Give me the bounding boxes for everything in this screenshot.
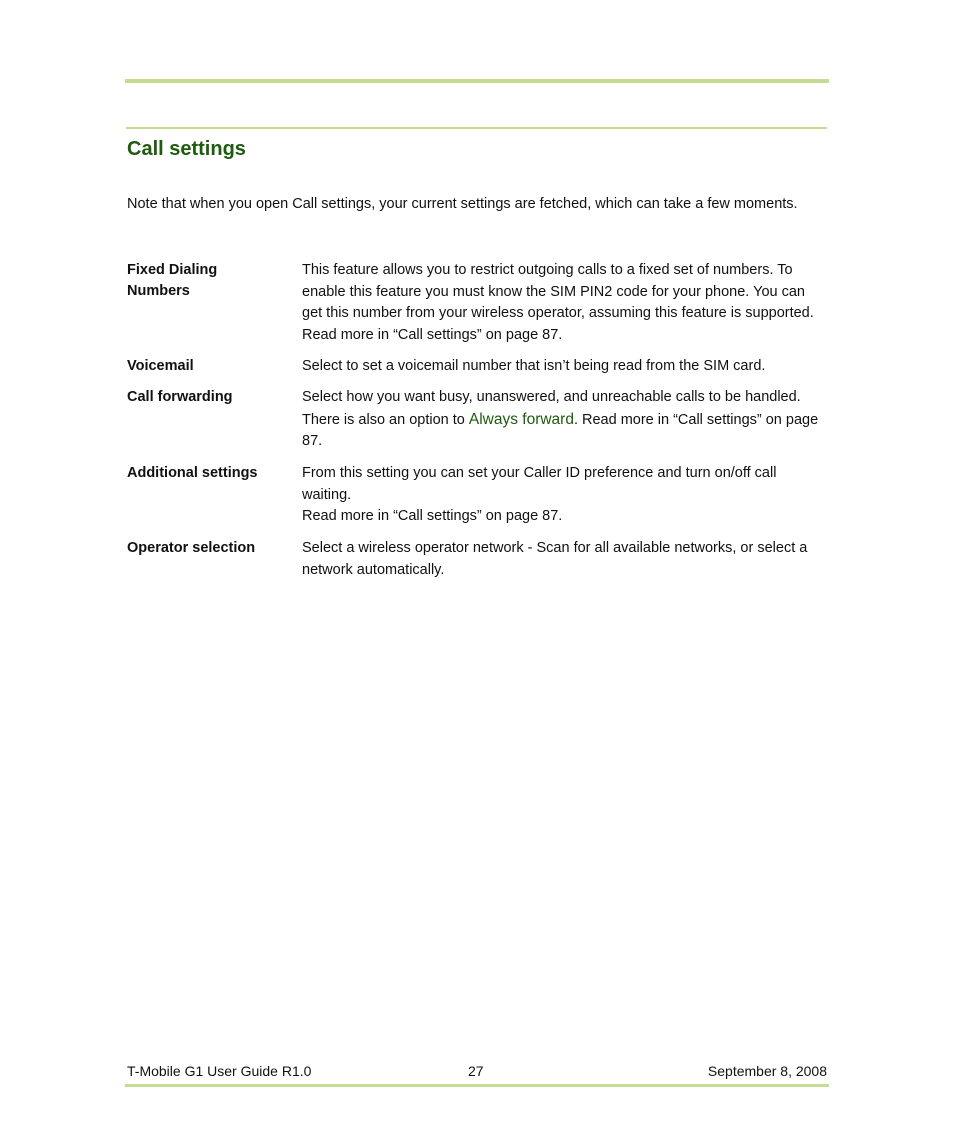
description-text: . Read more in “Call settings” on page 87. (302, 411, 819, 449)
title-rule (126, 127, 827, 129)
description-text: From this setting you can set your Caller ID preference and turn on/off call waiting. (302, 465, 777, 503)
footer-page-number: 27 (468, 1063, 484, 1079)
setting-term-line: Fixed Dialing (127, 262, 218, 278)
setting-description: Select to set a voicemail number that isn’t being read from the SIM card. (302, 358, 766, 374)
setting-description: Select a wireless operator network - Scan for all available networks, or select a network automatically. (302, 540, 808, 578)
setting-term: Voicemail (127, 358, 194, 374)
footer-doc-title: T-Mobile G1 User Guide R1.0 (127, 1063, 312, 1079)
setting-term: Additional settings (127, 465, 258, 481)
always-forward-link[interactable]: Always forward (468, 410, 574, 428)
setting-description (302, 463, 822, 528)
setting-term (127, 260, 292, 302)
section-title: Call settings (127, 138, 246, 160)
description-text: Read more in “Call settings” on page 87. (302, 508, 563, 524)
footer-date: September 8, 2008 (707, 1063, 827, 1079)
page-footer (127, 1063, 827, 1083)
description-text: Select how you want busy, unanswered, and unreachable calls to be handled. There is also an option to (302, 389, 801, 428)
intro-paragraph: Note that when you open Call settings, your current settings are fetched, which can take a few moments. (127, 196, 798, 212)
setting-term-line: Numbers (127, 283, 190, 299)
setting-term: Call forwarding (127, 389, 233, 405)
setting-term: Operator selection (127, 540, 256, 556)
setting-description: This feature allows you to restrict outgoing calls to a fixed set of numbers. To enable this feature you must know the SIM PIN2 code for your phone. You can get this number from your wireless operator, assuming this feature is supported. Read more in “Call settings” on page 87. (302, 262, 814, 343)
setting-description (302, 387, 822, 453)
footer-rule (125, 1084, 829, 1087)
header-rule (125, 79, 829, 83)
